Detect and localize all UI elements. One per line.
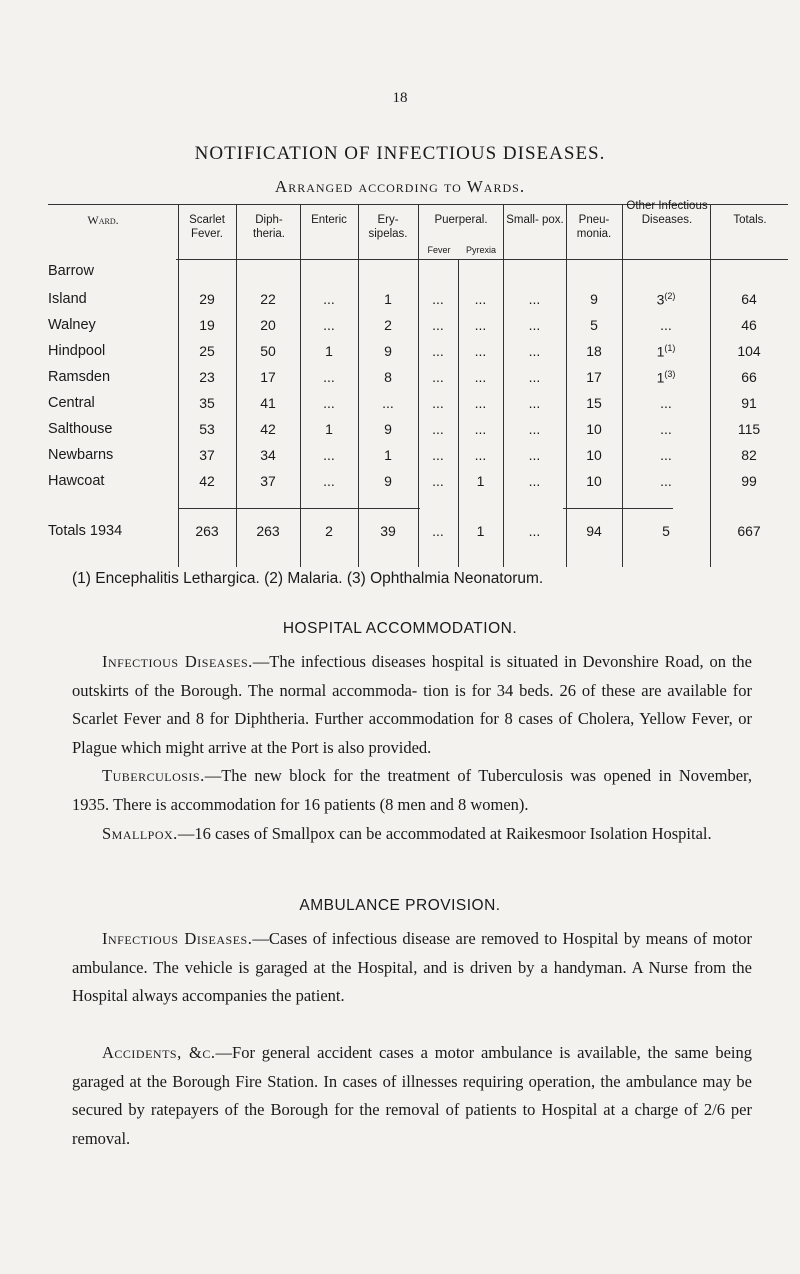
table-cell-fever: ...: [432, 447, 444, 463]
paragraph-text: —For general accident cases a motor ambulance is available, the same being garaged at the Borough Fire Station. In cases of illnesses requiring operation, the ambulance may be secured by ratepayers of the Borough for the removal of patients to Hospital at a charge of 2/6 per removal.: [72, 1043, 752, 1148]
table-cell-pyrexia: ...: [474, 343, 487, 359]
totals-cell-fever: ...: [432, 523, 444, 539]
header-ery: Ery- sipelas.: [368, 214, 408, 240]
header-ward: Ward.: [87, 213, 119, 227]
table-cell-scarlet: 19: [199, 317, 215, 333]
table-cell-total: 104: [737, 343, 761, 359]
table-cell-total: 46: [741, 317, 757, 333]
table-cell-small: ...: [528, 421, 541, 437]
table-cell-other: 3$^{(2)}$: [656, 291, 676, 308]
totals-cell-enteric: 2: [325, 523, 333, 539]
col-divider: [418, 205, 419, 567]
table-cell-other: ...: [660, 317, 672, 333]
col-divider: [710, 205, 711, 567]
table-cell-fever: ...: [432, 421, 444, 437]
table-cell-pneu: 17: [586, 369, 602, 385]
page-number: 18: [392, 90, 408, 106]
totals-cell-total: 667: [737, 523, 761, 539]
totals-rule-right: [623, 508, 673, 509]
ward-name: Walney: [48, 317, 96, 333]
table-cell-scarlet: 37: [199, 447, 215, 463]
col-divider: [236, 205, 237, 567]
ward-name: Central: [48, 395, 95, 411]
table-cell-pneu: 10: [586, 447, 602, 463]
col-divider: [622, 205, 623, 567]
table-cell-ery: 8: [384, 369, 392, 385]
table-cell-scarlet: 23: [199, 369, 215, 385]
table-cell-enteric: ...: [323, 291, 335, 307]
table-cell-pneu: 15: [586, 395, 602, 411]
table-cell-ery: 9: [384, 473, 392, 489]
paragraph-lead: Infectious Diseases.: [102, 929, 253, 948]
table-cell-scarlet: 29: [199, 291, 215, 307]
header-enteric: Enteric: [311, 214, 347, 226]
table-cell-diph: 34: [260, 447, 276, 463]
table-cell-other: 1$^{(3)}$: [656, 369, 676, 386]
page-title: NOTIFICATION OF INFECTIOUS DISEASES.: [194, 143, 606, 164]
table-cell-other: 1$^{(1)}$: [656, 343, 676, 360]
table-cell-ery: 9: [384, 421, 392, 437]
totals-cell-scarlet: 263: [195, 523, 219, 539]
ambulance-accidents-paragraph: [72, 1039, 752, 1153]
table-cell-total: 64: [741, 291, 757, 307]
paragraph-lead: Tuberculosis.: [102, 766, 205, 785]
table-cell-pyrexia: ...: [474, 447, 487, 463]
totals-cell-other: 5: [662, 523, 670, 539]
table-cell-pneu: 9: [590, 291, 598, 307]
totals-cell-ery: 39: [380, 523, 396, 539]
header-pneumonia: Pneu- monia.: [576, 214, 612, 240]
table-cell-small: ...: [528, 369, 541, 385]
table-cell-enteric: ...: [323, 473, 335, 489]
table-cell-scarlet: 42: [199, 473, 215, 489]
table-cell-small: ...: [528, 447, 541, 463]
table-cell-enteric: ...: [323, 447, 335, 463]
totals-cell-diph: 263: [256, 523, 280, 539]
table-cell-pneu: 10: [586, 421, 602, 437]
table-cell-total: 82: [741, 447, 757, 463]
table-cell-other: ...: [660, 473, 672, 489]
table-footnote: (1) Encephalitis Lethargica. (2) Malaria. (3) Ophthalmia Neonatorum.: [72, 570, 544, 587]
col-divider: [300, 205, 301, 567]
paragraph-text: —16 cases of Smallpox can be accommodated at Raikesmoor Isolation Hospital.: [177, 824, 712, 843]
table-cell-fever: ...: [432, 317, 444, 333]
hospital-tuberculosis-paragraph: [72, 762, 752, 819]
header-other: Other Infectious Diseases.: [626, 200, 708, 226]
table-cell-diph: 41: [260, 395, 276, 411]
table-cell-ery: 9: [384, 343, 392, 359]
ward-name: Newbarns: [48, 447, 114, 463]
totals-rule-left: [178, 508, 420, 509]
header-rule: [176, 259, 788, 260]
col-divider: [566, 205, 567, 567]
table-cell-pyrexia: 1: [476, 473, 485, 489]
table-cell-fever: ...: [432, 291, 444, 307]
ward-name: Hawcoat: [48, 473, 105, 489]
totals-rule-mid: [563, 508, 623, 509]
table-cell-diph: 22: [260, 291, 276, 307]
table-cell-small: ...: [528, 343, 541, 359]
page-subtitle: Arranged according to Wards.: [274, 177, 526, 196]
table-cell-small: ...: [528, 291, 541, 307]
hospital-infectious-paragraph: [72, 648, 752, 762]
table-cell-pyrexia: ...: [474, 291, 487, 307]
table-cell-small: ...: [528, 473, 541, 489]
header-scarlet: Scarlet Fever.: [189, 214, 225, 240]
header-totals: Totals.: [733, 214, 767, 226]
paragraph-lead: Infectious Diseases.: [102, 652, 253, 671]
table-cell-pyrexia: ...: [474, 395, 487, 411]
hospital-smallpox-paragraph: [72, 820, 752, 849]
table-cell-ery: ...: [382, 395, 394, 411]
table-cell-scarlet: 53: [199, 421, 215, 437]
ambulance-section-title: AMBULANCE PROVISION.: [299, 897, 501, 914]
table-cell-pyrexia: ...: [474, 369, 487, 385]
paragraph-lead: Smallpox.: [102, 824, 178, 843]
paragraph-lead: Accidents, &c.: [102, 1043, 216, 1062]
table-cell-diph: 20: [260, 317, 276, 333]
table-cell-total: 91: [741, 395, 757, 411]
table-cell-other: ...: [660, 447, 672, 463]
table-cell-other: ...: [660, 421, 672, 437]
table-cell-ery: 1: [384, 447, 392, 463]
table-cell-fever: ...: [432, 473, 444, 489]
paragraph-text: —Cases of infectious disease are removed to Hospital by means of motor ambulance. The vehicle is garaged at the Hospital, and is driven by a handyman. A Nurse from the Hospital always accompanies the patient.: [72, 929, 752, 1005]
table-cell-enteric: ...: [323, 395, 335, 411]
table-cell-pneu: 5: [590, 317, 598, 333]
table-cell-pyrexia: ...: [474, 421, 487, 437]
header-puerperal: Puerperal.: [434, 214, 488, 226]
table-cell-fever: ...: [432, 369, 444, 385]
col-divider: [503, 205, 504, 567]
ward-name: Barrow: [48, 263, 94, 279]
header-puer-fever: Fever: [427, 245, 451, 255]
col-divider: [178, 205, 179, 567]
header-smallpox: Small- pox.: [506, 214, 564, 226]
table-cell-enteric: 1: [325, 343, 333, 359]
ambulance-infectious-paragraph: [72, 925, 752, 1011]
table-cell-fever: ...: [432, 395, 444, 411]
table-cell-small: ...: [528, 317, 541, 333]
header-diph: Diph- theria.: [253, 214, 285, 240]
table-cell-small: ...: [528, 395, 541, 411]
table-cell-total: 66: [741, 369, 757, 385]
table-cell-ery: 1: [384, 291, 392, 307]
hospital-section-title: HOSPITAL ACCOMMODATION.: [282, 620, 518, 637]
totals-label: Totals 1934: [48, 523, 123, 539]
totals-cell-pneu: 94: [586, 523, 602, 539]
table-cell-total: 99: [741, 473, 757, 489]
ward-name: Salthouse: [48, 421, 113, 437]
header-puer-pyrexia: Pyrexia: [465, 245, 496, 255]
ward-table: [48, 200, 788, 567]
table-cell-pneu: 10: [586, 473, 602, 489]
col-divider: [358, 205, 359, 567]
table-cell-pyrexia: ...: [474, 317, 487, 333]
table-cell-diph: 42: [260, 421, 276, 437]
table-cell-other: ...: [660, 395, 672, 411]
table-cell-diph: 50: [260, 343, 276, 359]
table-cell-scarlet: 25: [199, 343, 215, 359]
totals-cell-pyrexia: 1: [476, 523, 485, 539]
table-cell-enteric: 1: [325, 421, 333, 437]
paragraph-text: —The new block for the treatment of Tuberculosis was opened in November, 1935. There is accommodation for 16 patients (8 men and 8 women).: [72, 766, 752, 814]
table-cell-ery: 2: [384, 317, 392, 333]
paragraph-text: —The infectious diseases hospital is situated in Devonshire Road, on the outskirts of the Borough. The normal accommoda- tion is for 34 beds. 26 of these are available for Scarlet Fever and 8 for Diphtheria. Further accommodation for 8 cases of Cholera, Yellow Fever, or Plague which might arrive at the Port is also provided.: [72, 652, 752, 757]
ward-name: Ramsden: [48, 369, 111, 385]
totals-cell-small: ...: [528, 523, 541, 539]
ward-name: Island: [48, 291, 87, 307]
table-cell-enteric: ...: [323, 369, 335, 385]
table-cell-fever: ...: [432, 343, 444, 359]
table-cell-diph: 17: [260, 369, 276, 385]
table-cell-scarlet: 35: [199, 395, 215, 411]
table-cell-total: 115: [737, 421, 761, 437]
table-cell-enteric: ...: [323, 317, 335, 333]
table-cell-pneu: 18: [586, 343, 602, 359]
ward-name: Hindpool: [48, 343, 106, 359]
table-cell-diph: 37: [260, 473, 276, 489]
